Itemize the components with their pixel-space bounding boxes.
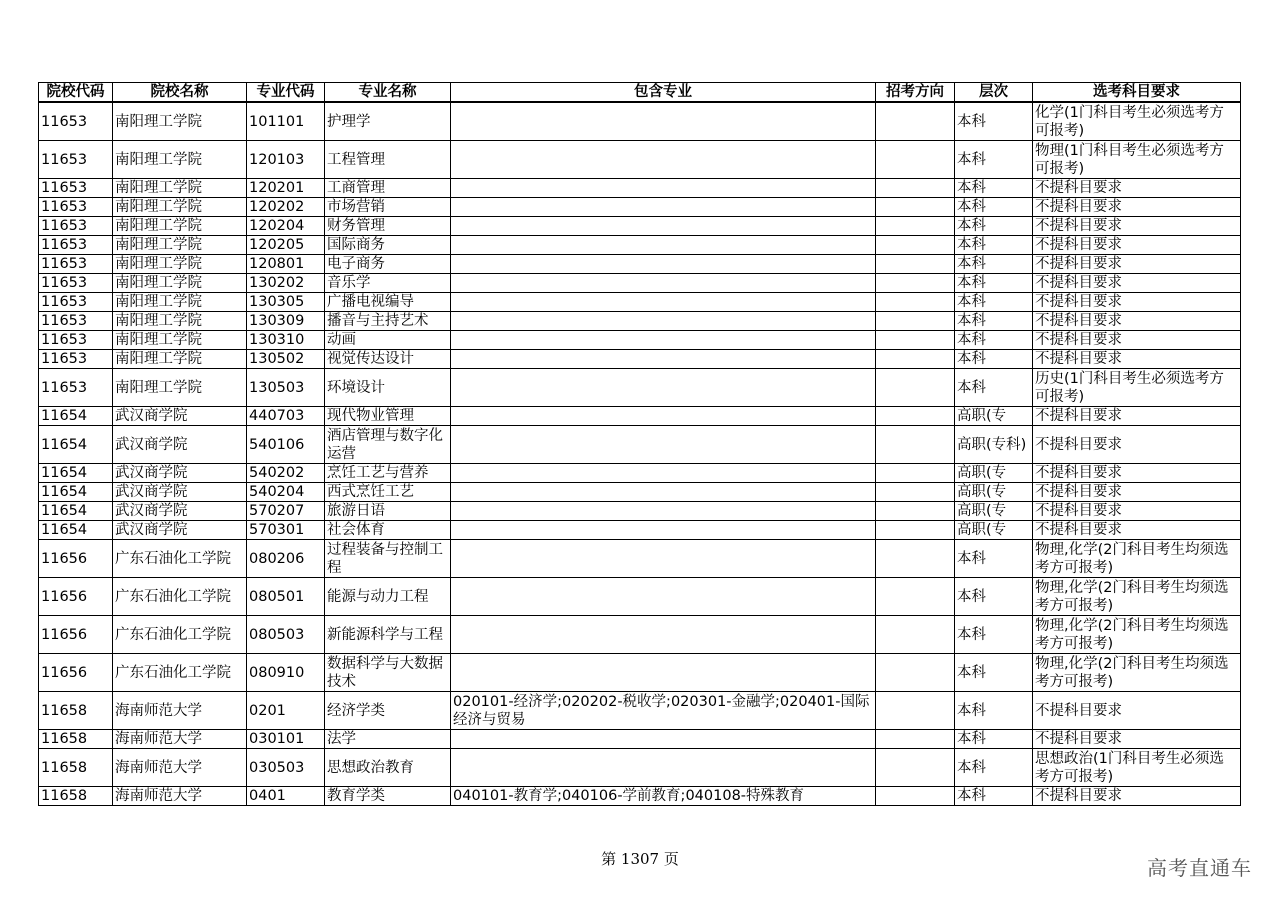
cell-school-code: 11653: [39, 198, 113, 217]
cell-included-majors: 020101-经济学;020202-税收学;020301-金融学;020401-国际经济与贸易: [451, 692, 876, 730]
cell-direction: [876, 141, 955, 179]
table-row: [39, 654, 1241, 692]
cell-major-code: 440703: [247, 407, 325, 426]
cell-school-name: 南阳理工学院: [113, 198, 247, 217]
cell-level: 本科: [955, 787, 1033, 806]
cell-level: 本科: [955, 312, 1033, 331]
cell-major-name: 酒店管理与数字化运营: [325, 426, 451, 464]
cell-school-name: 南阳理工学院: [113, 236, 247, 255]
table-row: [39, 350, 1241, 369]
cell-subject-requirement: 物理,化学(2门科目考生均须选考方可报考): [1033, 654, 1241, 692]
cell-direction: [876, 483, 955, 502]
cell-major-name: 护理学: [325, 102, 451, 141]
cell-school-code: 11653: [39, 331, 113, 350]
cell-subject-requirement: 物理(1门科目考生必须选考方可报考): [1033, 141, 1241, 179]
table-row: [39, 749, 1241, 787]
cell-level: 本科: [955, 179, 1033, 198]
cell-direction: [876, 217, 955, 236]
cell-school-name: 南阳理工学院: [113, 102, 247, 141]
cell-school-name: 广东石油化工学院: [113, 654, 247, 692]
cell-major-code: 130305: [247, 293, 325, 312]
cell-major-code: 130503: [247, 369, 325, 407]
cell-level: 本科: [955, 274, 1033, 293]
cell-major-name: 动画: [325, 331, 451, 350]
cell-major-code: 080910: [247, 654, 325, 692]
table-row: [39, 464, 1241, 483]
cell-school-name: 海南师范大学: [113, 749, 247, 787]
cell-school-name: 广东石油化工学院: [113, 578, 247, 616]
cell-level: 本科: [955, 331, 1033, 350]
cell-school-name: 南阳理工学院: [113, 331, 247, 350]
cell-school-name: 武汉商学院: [113, 407, 247, 426]
cell-level: 本科: [955, 198, 1033, 217]
cell-school-code: 11658: [39, 692, 113, 730]
cell-subject-requirement: 不提科目要求: [1033, 198, 1241, 217]
cell-school-code: 11654: [39, 426, 113, 464]
cell-major-code: 570301: [247, 521, 325, 540]
watermark-logo: 高考直通车: [1147, 856, 1252, 880]
cell-direction: [876, 749, 955, 787]
header-major-code: 专业代码: [247, 83, 325, 103]
cell-included-majors: [451, 236, 876, 255]
cell-level: 高职(专: [955, 483, 1033, 502]
cell-school-code: 11653: [39, 274, 113, 293]
cell-school-name: 武汉商学院: [113, 464, 247, 483]
cell-school-name: 广东石油化工学院: [113, 540, 247, 578]
cell-level: 本科: [955, 730, 1033, 749]
cell-level: 本科: [955, 255, 1033, 274]
cell-school-code: 11658: [39, 749, 113, 787]
cell-school-code: 11653: [39, 179, 113, 198]
cell-major-code: 120202: [247, 198, 325, 217]
cell-major-name: 音乐学: [325, 274, 451, 293]
cell-included-majors: [451, 616, 876, 654]
header-included-majors: 包含专业: [451, 83, 876, 103]
cell-major-code: 130309: [247, 312, 325, 331]
cell-school-name: 南阳理工学院: [113, 179, 247, 198]
cell-school-name: 南阳理工学院: [113, 141, 247, 179]
cell-level: 本科: [955, 749, 1033, 787]
cell-school-name: 海南师范大学: [113, 730, 247, 749]
cell-major-code: 540202: [247, 464, 325, 483]
cell-subject-requirement: 不提科目要求: [1033, 236, 1241, 255]
cell-included-majors: [451, 312, 876, 331]
table-row: [39, 483, 1241, 502]
cell-direction: [876, 578, 955, 616]
table-row: [39, 730, 1241, 749]
cell-major-name: 社会体育: [325, 521, 451, 540]
cell-school-code: 11656: [39, 616, 113, 654]
cell-direction: [876, 616, 955, 654]
cell-subject-requirement: 物理,化学(2门科目考生均须选考方可报考): [1033, 578, 1241, 616]
cell-direction: [876, 255, 955, 274]
cell-subject-requirement: 不提科目要求: [1033, 787, 1241, 806]
cell-major-code: 0201: [247, 692, 325, 730]
cell-subject-requirement: 化学(1门科目考生必须选考方可报考): [1033, 102, 1241, 141]
cell-included-majors: [451, 426, 876, 464]
cell-major-name: 市场营销: [325, 198, 451, 217]
cell-school-name: 武汉商学院: [113, 521, 247, 540]
cell-subject-requirement: 不提科目要求: [1033, 217, 1241, 236]
cell-major-name: 法学: [325, 730, 451, 749]
table-row: [39, 198, 1241, 217]
cell-direction: [876, 274, 955, 293]
table-row: [39, 255, 1241, 274]
table-row: [39, 236, 1241, 255]
cell-direction: [876, 350, 955, 369]
cell-level: 本科: [955, 217, 1033, 236]
cell-major-code: 0401: [247, 787, 325, 806]
cell-major-name: 工商管理: [325, 179, 451, 198]
cell-subject-requirement: 不提科目要求: [1033, 255, 1241, 274]
cell-subject-requirement: 不提科目要求: [1033, 179, 1241, 198]
cell-included-majors: [451, 217, 876, 236]
cell-major-name: 环境设计: [325, 369, 451, 407]
cell-school-code: 11653: [39, 141, 113, 179]
cell-direction: [876, 407, 955, 426]
cell-major-name: 过程装备与控制工程: [325, 540, 451, 578]
cell-subject-requirement: 不提科目要求: [1033, 426, 1241, 464]
cell-major-name: 数据科学与大数据技术: [325, 654, 451, 692]
cell-direction: [876, 426, 955, 464]
cell-included-majors: [451, 483, 876, 502]
cell-school-code: 11656: [39, 578, 113, 616]
cell-subject-requirement: 物理,化学(2门科目考生均须选考方可报考): [1033, 616, 1241, 654]
cell-major-code: 120201: [247, 179, 325, 198]
cell-included-majors: [451, 502, 876, 521]
cell-direction: [876, 502, 955, 521]
cell-subject-requirement: 不提科目要求: [1033, 312, 1241, 331]
cell-direction: [876, 312, 955, 331]
cell-subject-requirement: 不提科目要求: [1033, 331, 1241, 350]
cell-major-code: 080501: [247, 578, 325, 616]
cell-major-name: 西式烹饪工艺: [325, 483, 451, 502]
table-row: [39, 407, 1241, 426]
cell-subject-requirement: 不提科目要求: [1033, 350, 1241, 369]
cell-school-code: 11653: [39, 369, 113, 407]
table-body: [39, 102, 1241, 806]
cell-included-majors: [451, 198, 876, 217]
cell-school-code: 11653: [39, 255, 113, 274]
cell-major-code: 030101: [247, 730, 325, 749]
cell-included-majors: [451, 540, 876, 578]
cell-major-code: 130310: [247, 331, 325, 350]
cell-level: 本科: [955, 141, 1033, 179]
cell-major-name: 教育学类: [325, 787, 451, 806]
cell-direction: [876, 236, 955, 255]
table-row: [39, 578, 1241, 616]
cell-subject-requirement: 不提科目要求: [1033, 502, 1241, 521]
cell-included-majors: [451, 274, 876, 293]
cell-major-code: 570207: [247, 502, 325, 521]
table-row: [39, 540, 1241, 578]
cell-included-majors: [451, 369, 876, 407]
cell-included-majors: 040101-教育学;040106-学前教育;040108-特殊教育: [451, 787, 876, 806]
header-direction: 招考方向: [876, 83, 955, 103]
cell-major-name: 电子商务: [325, 255, 451, 274]
table-row: [39, 692, 1241, 730]
cell-level: 本科: [955, 540, 1033, 578]
table-row: [39, 179, 1241, 198]
table-row: [39, 502, 1241, 521]
cell-school-name: 南阳理工学院: [113, 274, 247, 293]
cell-level: 本科: [955, 616, 1033, 654]
cell-direction: [876, 331, 955, 350]
cell-direction: [876, 540, 955, 578]
table-row: [39, 141, 1241, 179]
cell-subject-requirement: 思想政治(1门科目考生必须选考方可报考): [1033, 749, 1241, 787]
cell-level: 高职(专: [955, 521, 1033, 540]
cell-school-name: 武汉商学院: [113, 426, 247, 464]
cell-school-code: 11653: [39, 236, 113, 255]
admission-table: [38, 82, 1241, 806]
cell-major-name: 工程管理: [325, 141, 451, 179]
cell-direction: [876, 179, 955, 198]
cell-major-code: 101101: [247, 102, 325, 141]
cell-included-majors: [451, 179, 876, 198]
header-level: 层次: [955, 83, 1033, 103]
cell-school-name: 南阳理工学院: [113, 255, 247, 274]
table-row: [39, 369, 1241, 407]
cell-level: 本科: [955, 350, 1033, 369]
header-school-code: 院校代码: [39, 83, 113, 103]
cell-school-name: 南阳理工学院: [113, 350, 247, 369]
cell-school-code: 11653: [39, 312, 113, 331]
cell-major-code: 120801: [247, 255, 325, 274]
cell-major-name: 烹饪工艺与营养: [325, 464, 451, 483]
cell-level: 高职(专: [955, 407, 1033, 426]
table-row: [39, 217, 1241, 236]
cell-subject-requirement: 不提科目要求: [1033, 483, 1241, 502]
cell-included-majors: [451, 464, 876, 483]
cell-level: 本科: [955, 102, 1033, 141]
cell-major-name: 思想政治教育: [325, 749, 451, 787]
cell-level: 本科: [955, 236, 1033, 255]
cell-major-name: 新能源科学与工程: [325, 616, 451, 654]
cell-direction: [876, 293, 955, 312]
header-school-name: 院校名称: [113, 83, 247, 103]
cell-major-name: 现代物业管理: [325, 407, 451, 426]
cell-major-code: 030503: [247, 749, 325, 787]
cell-included-majors: [451, 578, 876, 616]
cell-major-code: 540204: [247, 483, 325, 502]
cell-school-name: 海南师范大学: [113, 692, 247, 730]
cell-major-code: 540106: [247, 426, 325, 464]
cell-major-name: 视觉传达设计: [325, 350, 451, 369]
cell-school-code: 11654: [39, 502, 113, 521]
cell-level: 本科: [955, 369, 1033, 407]
cell-level: 本科: [955, 293, 1033, 312]
cell-school-code: 11658: [39, 730, 113, 749]
cell-included-majors: [451, 255, 876, 274]
cell-major-code: 120204: [247, 217, 325, 236]
cell-direction: [876, 787, 955, 806]
cell-school-code: 11653: [39, 293, 113, 312]
cell-level: 高职(专: [955, 502, 1033, 521]
cell-major-code: 120205: [247, 236, 325, 255]
cell-direction: [876, 369, 955, 407]
cell-direction: [876, 198, 955, 217]
cell-major-name: 能源与动力工程: [325, 578, 451, 616]
cell-level: 高职(专: [955, 464, 1033, 483]
cell-subject-requirement: 不提科目要求: [1033, 293, 1241, 312]
cell-major-code: 130202: [247, 274, 325, 293]
cell-included-majors: [451, 331, 876, 350]
cell-school-code: 11653: [39, 350, 113, 369]
cell-included-majors: [451, 730, 876, 749]
cell-subject-requirement: 历史(1门科目考生必须选考方可报考): [1033, 369, 1241, 407]
cell-school-name: 海南师范大学: [113, 787, 247, 806]
cell-school-code: 11654: [39, 483, 113, 502]
cell-included-majors: [451, 749, 876, 787]
cell-subject-requirement: 不提科目要求: [1033, 464, 1241, 483]
cell-major-code: 080206: [247, 540, 325, 578]
header-subject-requirement: 选考科目要求: [1033, 83, 1241, 103]
cell-major-name: 广播电视编导: [325, 293, 451, 312]
cell-subject-requirement: 不提科目要求: [1033, 730, 1241, 749]
cell-included-majors: [451, 141, 876, 179]
cell-subject-requirement: 不提科目要求: [1033, 407, 1241, 426]
cell-subject-requirement: 不提科目要求: [1033, 274, 1241, 293]
cell-major-name: 财务管理: [325, 217, 451, 236]
cell-major-name: 经济学类: [325, 692, 451, 730]
table-row: [39, 102, 1241, 141]
table-header-row: [39, 83, 1241, 103]
table-row: [39, 312, 1241, 331]
cell-included-majors: [451, 407, 876, 426]
cell-level: 本科: [955, 692, 1033, 730]
cell-school-name: 南阳理工学院: [113, 293, 247, 312]
cell-major-code: 120103: [247, 141, 325, 179]
cell-subject-requirement: 不提科目要求: [1033, 692, 1241, 730]
cell-school-code: 11658: [39, 787, 113, 806]
cell-school-code: 11654: [39, 521, 113, 540]
cell-included-majors: [451, 350, 876, 369]
cell-school-code: 11656: [39, 540, 113, 578]
cell-school-name: 武汉商学院: [113, 483, 247, 502]
cell-subject-requirement: 物理,化学(2门科目考生均须选考方可报考): [1033, 540, 1241, 578]
cell-school-name: 南阳理工学院: [113, 369, 247, 407]
cell-direction: [876, 730, 955, 749]
table-row: [39, 274, 1241, 293]
table-row: [39, 293, 1241, 312]
cell-major-name: 国际商务: [325, 236, 451, 255]
cell-school-name: 南阳理工学院: [113, 312, 247, 331]
cell-school-name: 武汉商学院: [113, 502, 247, 521]
cell-subject-requirement: 不提科目要求: [1033, 521, 1241, 540]
cell-school-code: 11653: [39, 102, 113, 141]
cell-school-code: 11654: [39, 407, 113, 426]
header-major-name: 专业名称: [325, 83, 451, 103]
cell-included-majors: [451, 654, 876, 692]
cell-major-name: 旅游日语: [325, 502, 451, 521]
cell-major-code: 130502: [247, 350, 325, 369]
cell-level: 高职(专科): [955, 426, 1033, 464]
table-row: [39, 787, 1241, 806]
table-row: [39, 521, 1241, 540]
cell-school-code: 11654: [39, 464, 113, 483]
cell-direction: [876, 102, 955, 141]
page-number: 第 1307 页: [601, 850, 679, 868]
cell-major-code: 080503: [247, 616, 325, 654]
cell-school-code: 11656: [39, 654, 113, 692]
table-row: [39, 616, 1241, 654]
cell-school-name: 南阳理工学院: [113, 217, 247, 236]
cell-major-name: 播音与主持艺术: [325, 312, 451, 331]
cell-level: 本科: [955, 654, 1033, 692]
cell-direction: [876, 521, 955, 540]
cell-included-majors: [451, 521, 876, 540]
table-row: [39, 426, 1241, 464]
cell-level: 本科: [955, 578, 1033, 616]
cell-direction: [876, 464, 955, 483]
cell-direction: [876, 654, 955, 692]
cell-school-name: 广东石油化工学院: [113, 616, 247, 654]
cell-included-majors: [451, 293, 876, 312]
cell-school-code: 11653: [39, 217, 113, 236]
table-row: [39, 331, 1241, 350]
cell-direction: [876, 692, 955, 730]
cell-included-majors: [451, 102, 876, 141]
